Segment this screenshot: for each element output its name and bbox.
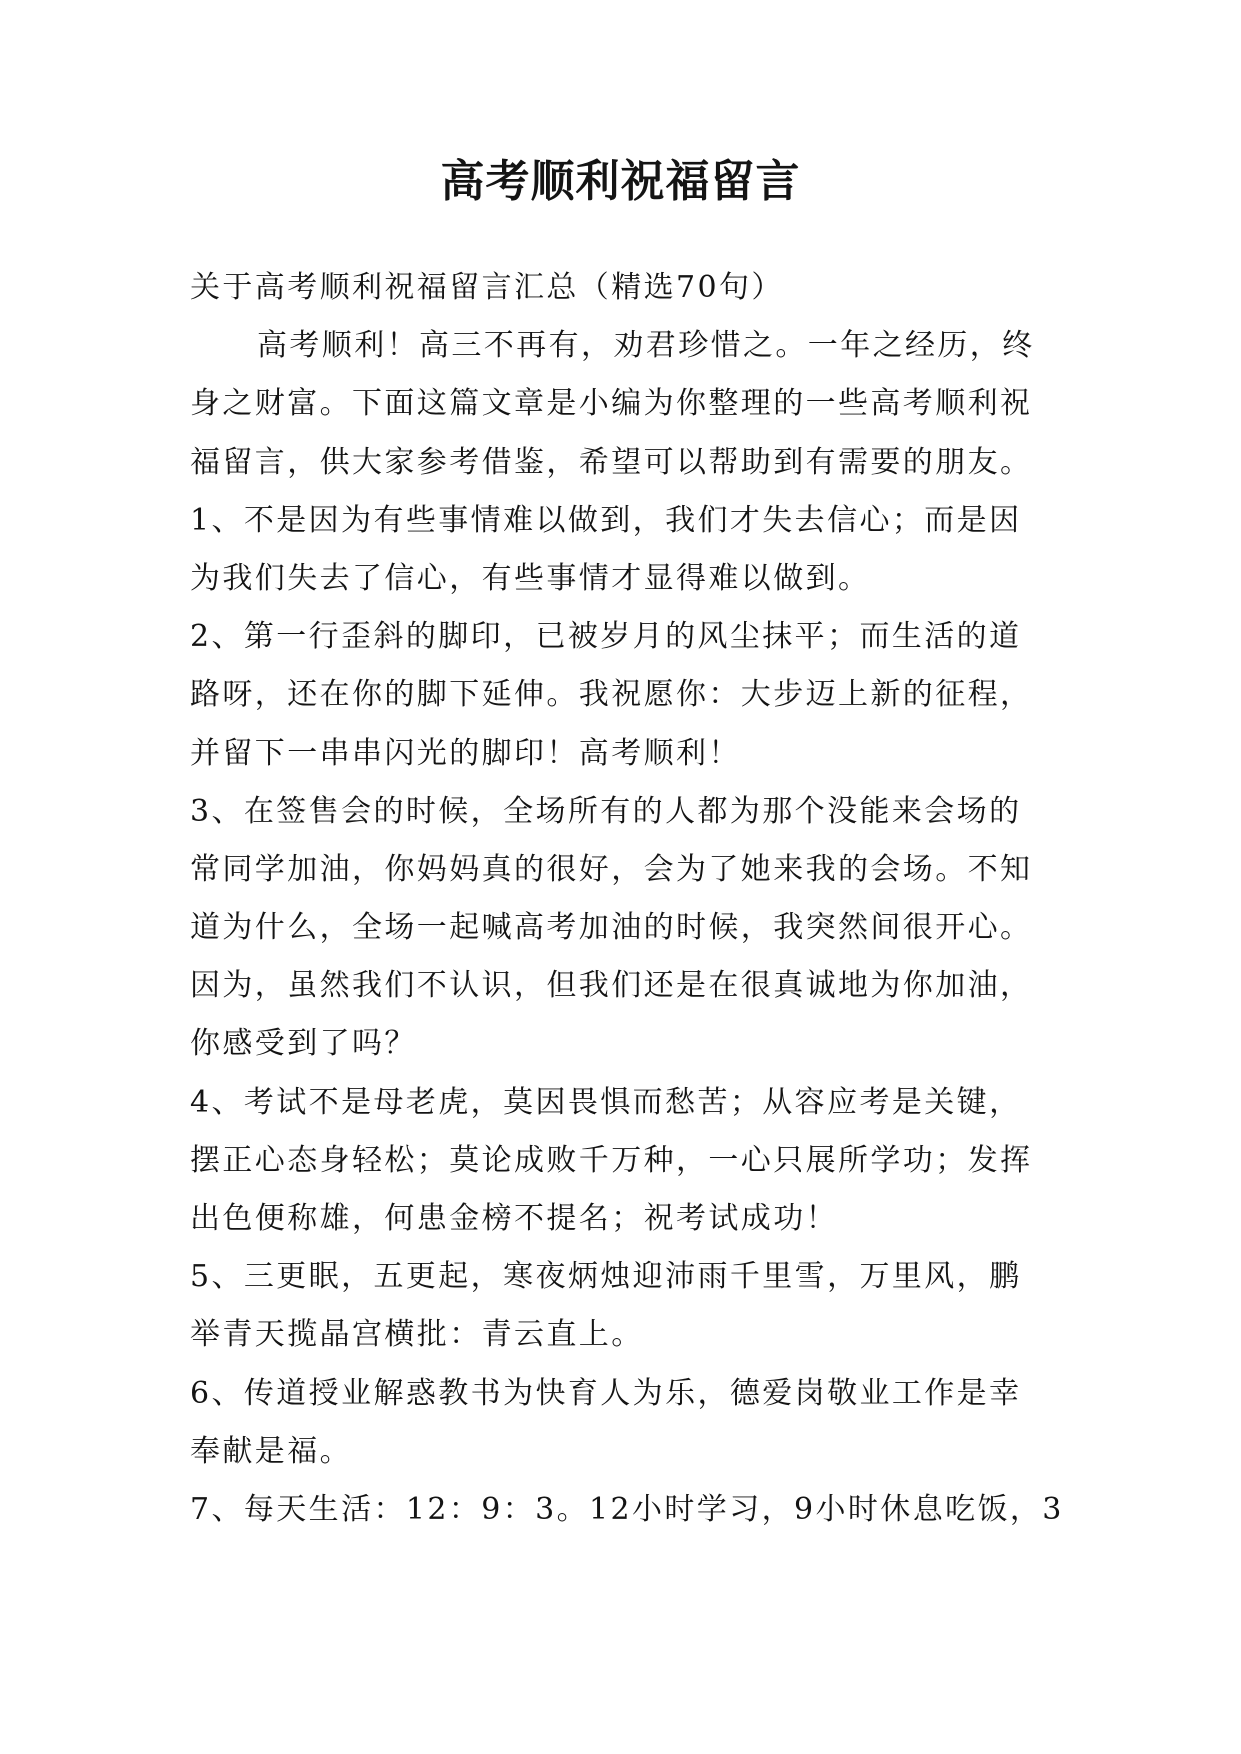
item-3-line: 你感受到了吗？ (190, 1026, 417, 1062)
subtitle-line: 关于高考顺利祝福留言汇总（精选70句） (190, 270, 784, 305)
document-title: 高考顺利祝福留言 (440, 156, 801, 207)
item-2-line: 路呀，还在你的脚下延伸。我祝愿你：大步迈上新的征程， (190, 677, 1033, 713)
item-2-line: 2、第一行歪斜的脚印，已被岁月的风尘抹平；而生活的道 (190, 619, 1022, 655)
item-6-line: 奉献是福。 (190, 1433, 352, 1469)
item-4-line: 4、考试不是母老虎，莫因畏惧而愁苦；从容应考是关键， (190, 1084, 1022, 1120)
item-3-line: 3、在签售会的时候，全场所有的人都为那个没能来会场的 (190, 793, 1022, 829)
document-body (190, 259, 1070, 1539)
item-7-line: 7、每天生活：12：9：3。12小时学习，9小时休息吃饭，3 (190, 1491, 1064, 1527)
item-5-line: 5、三更眠，五更起，寒夜炳烛迎沛雨千里雪，万里风，鹏 (190, 1259, 1022, 1295)
item-6-line: 6、传道授业解惑教书为快育人为乐，德爱岗敬业工作是幸 (190, 1375, 1022, 1411)
item-3-line: 道为什么，全场一起喊高考加油的时候，我突然间很开心。 (190, 910, 1033, 946)
intro-line: 身之财富。下面这篇文章是小编为你整理的一些高考顺利祝 (190, 386, 1033, 422)
item-3-line: 因为，虽然我们不认识，但我们还是在很真诚地为你加油， (190, 968, 1033, 1004)
item-1-line: 1、不是因为有些事情难以做到，我们才失去信心；而是因 (190, 502, 1022, 538)
intro-line: 高考顺利！高三不再有，劝君珍惜之。一年之经历，终 (257, 328, 1035, 364)
item-4-line: 摆正心态身轻松；莫论成败千万种，一心只展所学功；发挥 (190, 1142, 1033, 1178)
item-3-line: 常同学加油，你妈妈真的很好，会为了她来我的会场。不知 (190, 851, 1033, 887)
item-4-line: 出色便称雄，何患金榜不提名；祝考试成功！ (190, 1201, 838, 1236)
intro-line: 福留言，供大家参考借鉴，希望可以帮助到有需要的朋友。 (190, 444, 1033, 480)
item-5-line: 举青天揽晶宫横批：青云直上。 (190, 1317, 644, 1353)
item-1-line: 为我们失去了信心，有些事情才显得难以做到。 (190, 560, 871, 596)
item-2-line: 并留下一串串闪光的脚印！高考顺利！ (190, 735, 741, 771)
